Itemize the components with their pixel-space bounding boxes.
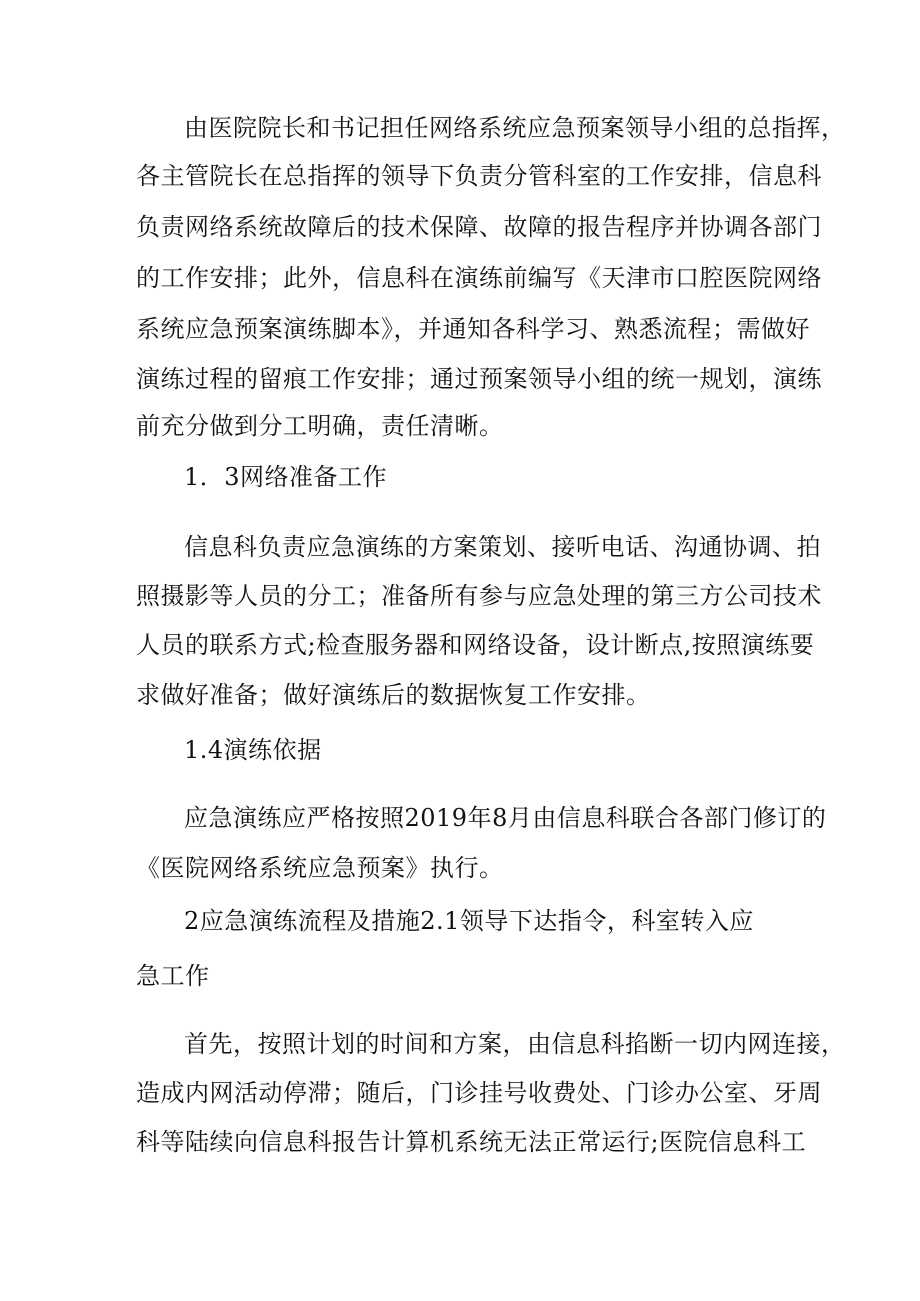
paragraph-2-line-4: 求做好准备；做好演练后的数据恢复工作安排。: [136, 681, 651, 709]
section-heading-1-4: 1.4演练依据: [184, 736, 322, 764]
paragraph-1-line-7: 前充分做到分工明确，责任清晰。: [136, 412, 504, 440]
paragraph-2-line-3: 人员的联系方式;检查服务器和网络设备，设计断点,按照演练要: [136, 631, 815, 659]
paragraph-1-line-5: 系统应急预案演练脚本》，并通知各科学习、熟悉流程；需做好: [136, 315, 810, 343]
section-heading-2-1: 2应急演练流程及措施2.1领导下达指令，科室转入应: [184, 907, 754, 935]
paragraph-2-line-2: 照摄影等人员的分工；准备所有参与应急处理的第三方公司技术: [136, 582, 822, 610]
paragraph-4-line-2: 造成内网活动停滞；随后，门诊挂号收费处、门诊办公室、牙周: [136, 1079, 822, 1107]
paragraph-1-line-1: 由医院院长和书记担任网络系统应急预案领导小组的总指挥，: [184, 114, 846, 142]
paragraph-1-line-3: 负责网络系统故障后的技术保障、故障的报告程序并协调各部门: [136, 213, 822, 241]
paragraph-2-line-1: 信息科负责应急演练的方案策划、接听电话、沟通协调、拍: [184, 533, 821, 561]
paragraph-4-line-3: 科等陆续向信息科报告计算机系统无法正常运行;医院信息科工: [136, 1128, 807, 1156]
section-heading-1-3: 1．3网络准备工作: [184, 463, 388, 491]
paragraph-1-line-2: 各主管院长在总指挥的领导下负责分管科室的工作安排，信息科: [136, 162, 822, 190]
paragraph-1-line-6: 演练过程的留痕工作安排；通过预案领导小组的统一规划，演练: [136, 365, 822, 393]
paragraph-3-line-1: 应急演练应严格按照2019年8月由信息科联合各部门修订的: [184, 804, 827, 832]
paragraph-3-line-2: 《医院网络系统应急预案》执行。: [136, 854, 504, 882]
section-heading-2-1-continued: 急工作: [136, 962, 210, 990]
paragraph-4-line-1: 首先，按照计划的时间和方案，由信息科掐断一切内网连接，: [184, 1030, 846, 1058]
paragraph-1-line-4: 的工作安排；此外，信息科在演练前编写《天津市口腔医院网络: [136, 264, 822, 292]
